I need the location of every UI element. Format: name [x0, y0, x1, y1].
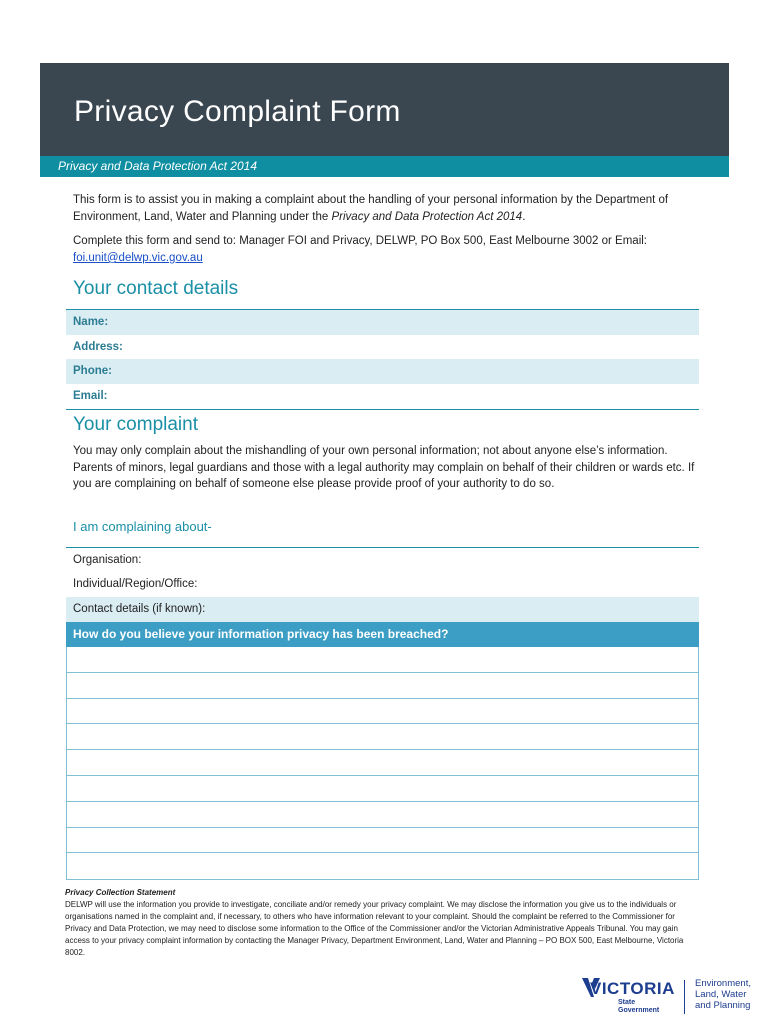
contact-known-field[interactable] [66, 597, 699, 622]
intro-section [73, 192, 699, 267]
answer-line[interactable] [67, 828, 698, 854]
address-label: Address: [73, 341, 123, 353]
header-band [40, 63, 729, 156]
answer-line[interactable] [67, 699, 698, 725]
dept-line-2: Land, Water [695, 989, 747, 1000]
name-field[interactable] [66, 310, 699, 335]
complaint-heading: Your complaint [73, 414, 198, 435]
send-to-text: Complete this form and send to: Manager FOI and Privacy, DELWP, PO Box 500, East Melbourne 3002 or Email: [73, 235, 647, 247]
answer-line[interactable] [67, 647, 698, 673]
intro-end: . [522, 211, 526, 223]
act-name: Privacy and Data Protection Act 2014 [331, 211, 523, 223]
department-name [695, 978, 751, 1011]
answer-line[interactable] [67, 673, 698, 699]
victoria-logo [580, 975, 765, 1020]
subtitle-band [40, 156, 729, 177]
individual-field[interactable] [66, 572, 699, 597]
contact-rule-bottom [66, 409, 699, 410]
answer-line[interactable] [67, 802, 698, 828]
organisation-label: Organisation: [73, 554, 142, 566]
address-field[interactable] [66, 335, 699, 360]
email-label: Email: [73, 390, 108, 402]
answer-line[interactable] [67, 853, 698, 879]
answer-line[interactable] [67, 750, 698, 776]
privacy-statement-text: DELWP will use the information you provide to investigate, conciliate and/or remedy your privacy complaint. We may disclose the information you give us to the individuals or organisations named in the complaint and, if necessary, to others who have information relevant to your complaint. Should the complaint be referred to the Commissioner for Privacy and Data Protection, we may need to disclose some information to the Office of the Commissioner and/or the Victorian Administrative Appeals Tribunal. You may gain access to your privacy complaint information by contacting the Manager Privacy, Department Environment, Land, Water and Planning – PO BOX 500, East Melbourne, Victoria 8002. [65, 900, 684, 957]
contact-known-label: Contact details (if known): [73, 603, 206, 615]
phone-field[interactable] [66, 359, 699, 384]
phone-label: Phone: [73, 365, 112, 377]
dept-line-3: and Planning [695, 1000, 751, 1011]
victoria-wordmark: VICTORIA [590, 979, 675, 998]
contact-heading: Your contact details [73, 278, 239, 299]
breach-question: How do you believe your information privacy has been breached? [66, 622, 699, 647]
government-label: Government [618, 1007, 660, 1014]
complaining-about-heading: I am complaining about- [73, 519, 212, 534]
privacy-statement [65, 887, 695, 959]
answer-line[interactable] [67, 776, 698, 802]
privacy-statement-title: Privacy Collection Statement [65, 888, 176, 897]
page-title: Privacy Complaint Form [74, 95, 401, 128]
email-link[interactable]: foi.unit@delwp.vic.gov.au [73, 252, 203, 264]
complaint-body: You may only complain about the mishandling of your own personal information; not about anyone else’s information. Parents of minors, legal guardians and those with a legal authority may complain on behalf of their children or wards etc. If you are complaining on behalf of someone else please provide proof of your authority to do so. [73, 445, 695, 490]
answer-line[interactable] [67, 724, 698, 750]
state-label: State [618, 999, 636, 1006]
intro-paragraph-2 [73, 233, 699, 267]
individual-label: Individual/Region/Office: [73, 578, 198, 590]
name-label: Name: [73, 316, 109, 328]
act-subtitle: Privacy and Data Protection Act 2014 [58, 159, 257, 173]
email-field[interactable] [66, 384, 699, 409]
dept-line-1: Environment, [695, 978, 751, 989]
intro-text: This form is to assist you in making a complaint about the handling of your personal information by the Department of Environment, Land, Water and Planning under the [73, 194, 669, 223]
intro-paragraph-1 [73, 192, 699, 226]
organisation-field[interactable] [66, 548, 699, 573]
state-government-label [618, 999, 659, 1015]
breach-answer-area[interactable] [66, 647, 699, 880]
logo-divider [684, 980, 685, 1014]
